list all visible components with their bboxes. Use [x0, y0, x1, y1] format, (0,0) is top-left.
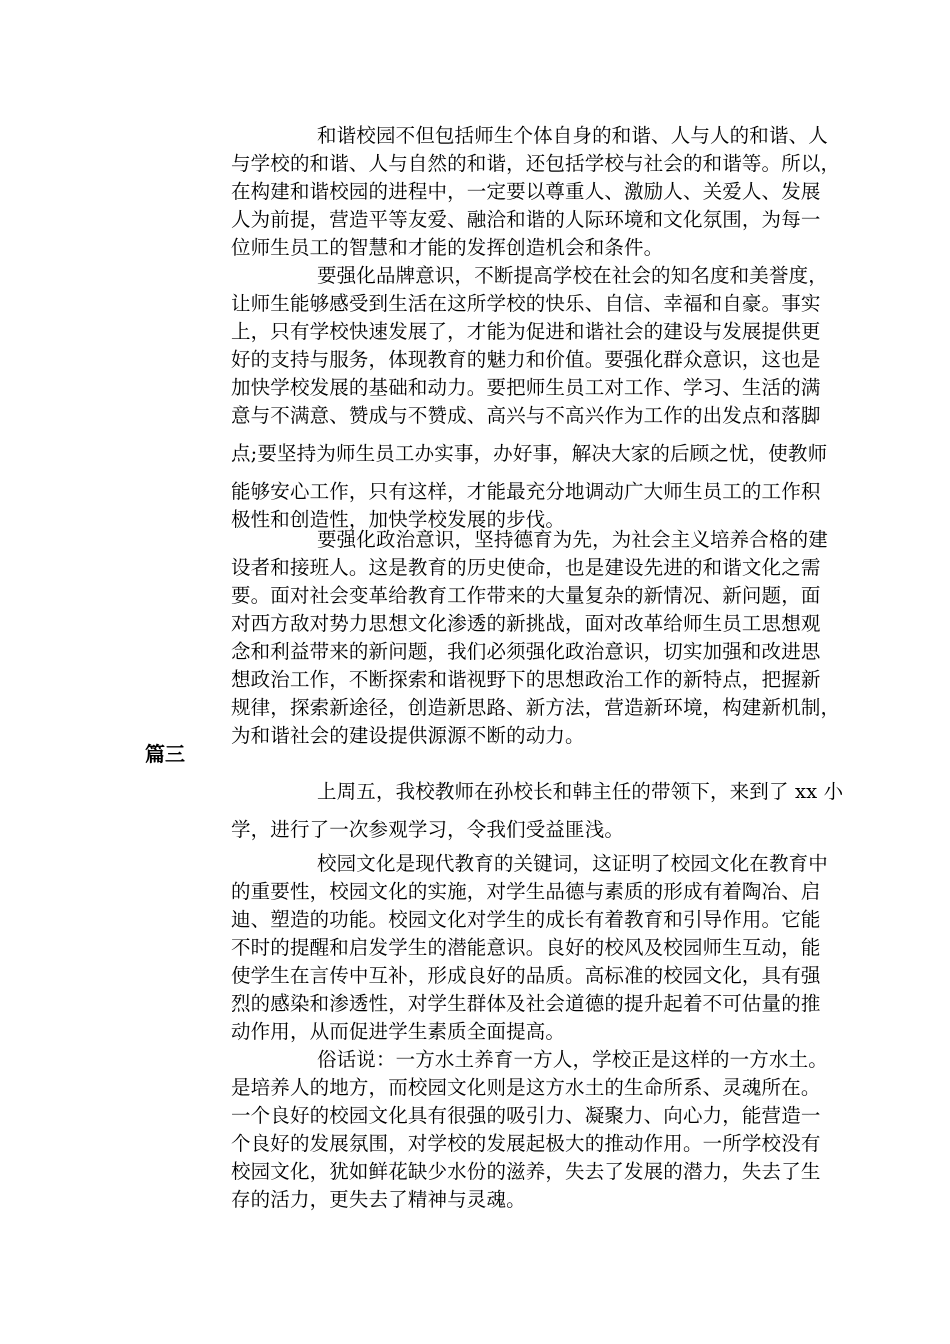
- paragraph-brand-awareness: [145, 262, 828, 534]
- text-line: 上，只有学校快速发展了，才能为促进和谐社会的建设与发展提供更: [231, 320, 821, 343]
- text-line: 学，进行了一次参观学习，令我们受益匪浅。: [231, 818, 625, 841]
- text-line: 校园文化是现代教育的关键词，这证明了校园文化在教育中: [317, 852, 828, 875]
- paragraph-school-visit: [145, 778, 844, 844]
- text-line: 一个良好的校园文化具有很强的吸引力、凝聚力、向心力，能营造一: [231, 1104, 821, 1127]
- text-line: 要。面对社会变革给教育工作带来的大量复杂的新情况、新问题，面: [231, 584, 821, 607]
- text-line: 使学生在言传中互补，形成良好的品质。高标准的校园文化，具有强: [231, 964, 821, 987]
- text-line: 加快学校发展的基础和动力。要把师生员工对工作、学习、生活的满: [231, 376, 821, 399]
- paragraph-harmonious-campus: [145, 122, 841, 262]
- text-line: 俗话说：一方水土养育一方人，学校正是这样的一方水土。: [317, 1048, 828, 1071]
- text-line: 能够安心工作，只有这样，才能最充分地调动广大师生员工的工作积: [231, 480, 821, 503]
- text-line: 与学校的和谐、人与自然的和谐，还包括学校与社会的和谐等。所以，: [231, 152, 841, 175]
- text-line: 动作用，从而促进学生素质全面提高。: [231, 1020, 566, 1043]
- paragraph-proverb: [145, 1046, 828, 1214]
- text-line: 校园文化，犹如鲜花缺少水份的滋养，失去了发展的潜力，失去了生: [231, 1160, 821, 1183]
- text-line: 位师生员工的智慧和才能的发挥创造机会和条件。: [231, 236, 664, 259]
- section-heading: 篇三: [145, 742, 185, 766]
- text-line: 和谐校园不但包括师生个体自身的和谐、人与人的和谐、人: [317, 124, 828, 147]
- text-line: 要强化品牌意识，不断提高学校在社会的知名度和美誉度，: [317, 264, 828, 287]
- text-line: 意与不满意、赞成与不赞成、高兴与不高兴作为工作的出发点和落脚: [231, 404, 821, 427]
- text-line: 在构建和谐校园的进程中，一定要以尊重人、激励人、关爱人、发展: [231, 180, 821, 203]
- text-line: 念和利益带来的新问题，我们必须强化政治意识，切实加强和改进思: [231, 640, 821, 663]
- text-line: 为和谐社会的建设提供源源不断的动力。: [231, 724, 585, 747]
- text-line: 个良好的发展氛围，对学校的发展起极大的推动作用。一所学校没有: [231, 1132, 821, 1155]
- paragraph-political-awareness: [145, 526, 841, 750]
- text-line: 好的支持与服务，体现教育的魅力和价值。要强化群众意识，这也是: [231, 348, 821, 371]
- text-line: 规律，探索新途径，创造新思路、新方法，营造新环境，构建新机制，: [231, 696, 841, 719]
- text-line: 想政治工作，不断探索和谐视野下的思想政治工作的新特点，把握新: [231, 668, 821, 691]
- text-line: 存的活力，更失去了精神与灵魂。: [231, 1188, 526, 1211]
- text-line: 不时的提醒和启发学生的潜能意识。良好的校风及校园师生互动，能: [231, 936, 821, 959]
- text-line: 让师生能够感受到生活在这所学校的快乐、自信、幸福和自豪。事实: [231, 292, 821, 315]
- text-line: 对西方敌对势力思想文化渗透的新挑战，面对改革给师生员工思想观: [231, 612, 821, 635]
- paragraph-campus-culture: [145, 850, 828, 1046]
- text-line: 上周五，我校教师在孙校长和韩主任的带领下，来到了 xx 小: [317, 780, 844, 803]
- text-line: 迪、塑造的功能。校园文化对学生的成长有着教育和引导作用。它能: [231, 908, 821, 931]
- text-line: 设者和接班人。这是教育的历史使命，也是建设先进的和谐文化之需: [231, 556, 821, 579]
- text-line: 的重要性，校园文化的实施，对学生品德与素质的形成有着陶冶、启: [231, 880, 821, 903]
- text-line: 极性和创造性，加快学校发展的步伐。: [231, 508, 566, 531]
- text-line: 人为前提，营造平等友爱、融洽和谐的人际环境和文化氛围，为每一: [231, 208, 821, 231]
- text-line: 烈的感染和渗透性，对学生群体及社会道德的提升起着不可估量的推: [231, 992, 821, 1015]
- text-line: 点;要坚持为师生员工办实事，办好事，解决大家的后顾之忧，使教师: [231, 442, 828, 465]
- text-line: 是培养人的地方，而校园文化则是这方水土的生命所系、灵魂所在。: [231, 1076, 821, 1099]
- text-line: 要强化政治意识，坚持德育为先，为社会主义培养合格的建: [317, 528, 828, 551]
